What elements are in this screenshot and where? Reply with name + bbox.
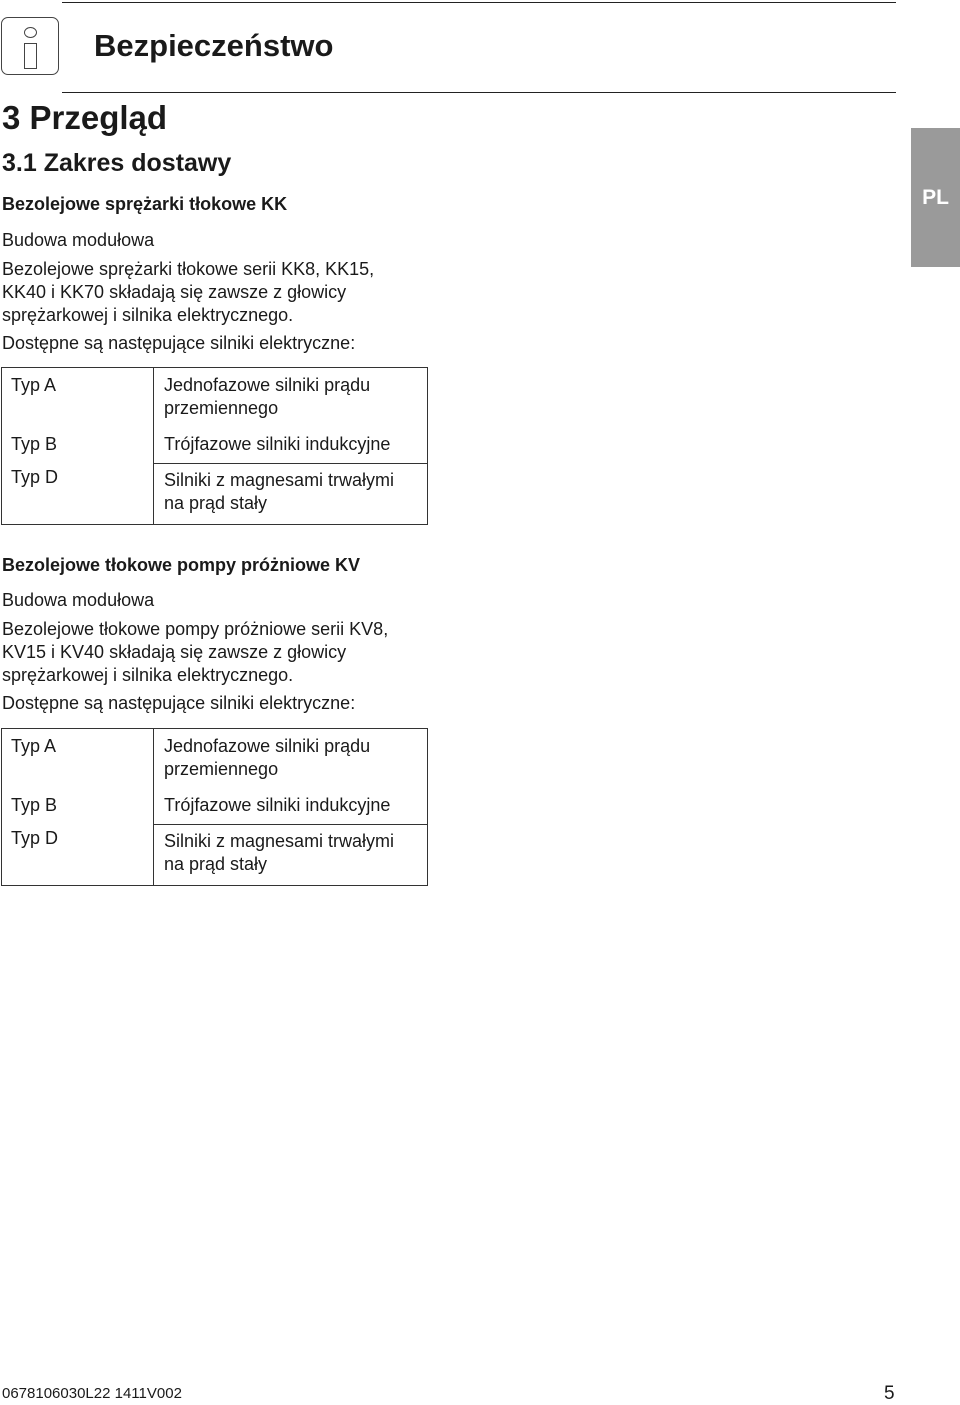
motor-type: Typ A bbox=[2, 368, 154, 427]
table-row bbox=[2, 787, 428, 825]
section-heading: 3 Przegląd bbox=[2, 99, 168, 136]
table-row bbox=[2, 825, 428, 886]
motor-desc: Jednofazowe silniki prądu przemiennego bbox=[164, 375, 371, 418]
header-title: Bezpieczeństwo bbox=[94, 28, 334, 63]
motor-desc: Trójfazowe silniki indukcyjne bbox=[164, 434, 391, 454]
kv-subtitle: Budowa modułowa bbox=[2, 590, 155, 610]
footer-doc-code: 0678106030L22 1411V002 bbox=[2, 1385, 182, 1402]
motor-type: Typ B bbox=[2, 787, 154, 825]
kk-subtitle: Budowa modułowa bbox=[2, 230, 155, 250]
table-row bbox=[2, 368, 428, 427]
table-row bbox=[2, 426, 428, 464]
table-row bbox=[2, 464, 428, 525]
motor-type: Typ A bbox=[2, 729, 154, 788]
kk-title: Bezolejowe sprężarki tłokowe KK bbox=[2, 194, 288, 214]
section-subheading: 3.1 Zakres dostawy bbox=[2, 149, 232, 177]
top-rule bbox=[62, 2, 896, 3]
language-tab: PL bbox=[911, 128, 960, 267]
kk-motors-table bbox=[1, 367, 428, 525]
motor-desc: Trójfazowe silniki indukcyjne bbox=[164, 795, 391, 815]
motor-desc: Silniki z magnesami trwałymi na prąd stały bbox=[154, 825, 428, 886]
kv-motors-intro: Dostępne są następujące silniki elektryczne: bbox=[2, 693, 356, 713]
motor-desc: Jednofazowe silniki prądu przemiennego bbox=[164, 736, 371, 779]
motor-type: Typ D bbox=[2, 464, 154, 525]
footer-page-number: 5 bbox=[884, 1383, 895, 1404]
header-rule bbox=[62, 92, 896, 93]
kk-motors-intro: Dostępne są następujące silniki elektryczne: bbox=[2, 333, 356, 353]
motor-desc: Silniki z magnesami trwałymi na prąd stały bbox=[154, 464, 428, 525]
motor-type: Typ B bbox=[2, 426, 154, 464]
kk-paragraph: Bezolejowe sprężarki tłokowe serii KK8, KK15, KK40 i KK70 składają się zawsze z głowicy sprężarkowej i silnika elektrycznego. bbox=[2, 259, 375, 325]
kv-title: Bezolejowe tłokowe pompy próżniowe KV bbox=[2, 555, 361, 575]
kv-paragraph: Bezolejowe tłokowe pompy próżniowe serii KV8, KV15 i KV40 składają się zawsze z głowicy sprężarkowej i silnika elektrycznego. bbox=[2, 619, 389, 685]
motor-type: Typ D bbox=[2, 825, 154, 886]
kv-motors-table bbox=[1, 728, 428, 886]
table-row bbox=[2, 729, 428, 788]
info-icon bbox=[1, 17, 59, 75]
